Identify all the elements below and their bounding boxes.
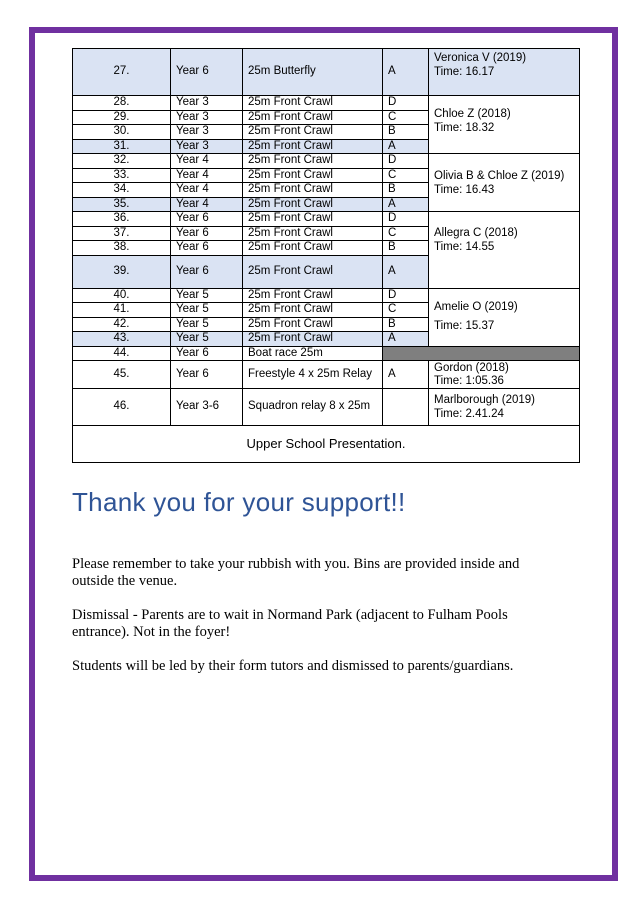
blocked-cell [383,346,580,361]
record-cell [429,96,580,154]
year-group: Year 5 [171,303,243,318]
year-group: Year 6 [171,226,243,241]
record-holder: Veronica V (2019) [434,52,527,64]
year-group: Year 6 [171,255,243,288]
event-number: 38. [73,241,171,256]
event-name: 25m Front Crawl [243,212,383,227]
event-name: 25m Front Crawl [243,154,383,169]
note-dismissal: Dismissal - Parents are to wait in Normand Park (adjacent to Fulham Pools entrance). Not in the foyer! [72,607,508,640]
year-group: Year 4 [171,183,243,198]
record-cell [429,361,580,389]
record-cell [429,389,580,426]
race-group: D [383,288,429,303]
year-group: Year 6 [171,49,243,96]
event-name: 25m Front Crawl [243,332,383,347]
presentation-note: Upper School Presentation. [73,426,580,463]
race-group [383,389,429,426]
event-name: 25m Front Crawl [243,226,383,241]
race-group: D [383,96,429,111]
event-number: 32. [73,154,171,169]
event-number: 36. [73,212,171,227]
year-group: Year 5 [171,332,243,347]
thank-you-heading: Thank you for your support!! [72,487,406,517]
year-group: Year 6 [171,241,243,256]
race-group: D [383,212,429,227]
record-cell [429,154,580,212]
event-number: 30. [73,125,171,140]
table-row [73,212,580,227]
event-number: 29. [73,110,171,125]
event-name: 25m Front Crawl [243,303,383,318]
table-row [73,154,580,169]
race-group: B [383,183,429,198]
table-row [73,346,580,361]
record-time: Time: 18.32 [434,122,495,134]
record-holder: Amelie O (2019) [434,301,518,313]
year-group: Year 4 [171,197,243,212]
event-name: 25m Front Crawl [243,139,383,154]
year-group: Year 5 [171,288,243,303]
race-group: A [383,361,429,389]
event-name: Boat race 25m [243,346,383,361]
year-group: Year 3 [171,139,243,154]
record-cell [429,288,580,346]
race-group: D [383,154,429,169]
record-holder: Olivia B & Chloe Z (2019) [434,169,565,182]
year-group: Year 6 [171,212,243,227]
event-name: 25m Butterfly [243,49,383,96]
event-number: 44. [73,346,171,361]
race-group: C [383,168,429,183]
record-time: Time: 2.41.24 [434,408,504,420]
record-cell [429,49,580,96]
event-number: 33. [73,168,171,183]
race-group: C [383,226,429,241]
note-students: Students will be led by their form tutors and dismissed to parents/guardians. [72,658,514,674]
table-row [73,96,580,111]
event-number: 27. [73,49,171,96]
record-holder: Gordon (2018) [434,362,509,374]
year-group: Year 3 [171,110,243,125]
event-number: 42. [73,317,171,332]
event-number: 28. [73,96,171,111]
event-number: 37. [73,226,171,241]
record-holder: Chloe Z (2018) [434,108,511,120]
race-group: B [383,317,429,332]
table-row [73,426,580,463]
race-group: A [383,332,429,347]
race-group: A [383,139,429,154]
event-name: 25m Front Crawl [243,110,383,125]
event-number: 46. [73,389,171,426]
year-group: Year 3 [171,96,243,111]
year-group: Year 6 [171,346,243,361]
record-time: Time: 16.17 [434,66,495,78]
event-number: 39. [73,255,171,288]
year-group: Year 5 [171,317,243,332]
event-name: 25m Front Crawl [243,241,383,256]
table-row [73,49,580,96]
record-time: Time: 15.37 [434,320,495,332]
race-group: B [383,241,429,256]
record-holder: Allegra C (2018) [434,227,518,239]
record-time: Time: 16.43 [434,183,495,196]
event-number: 31. [73,139,171,154]
race-group: A [383,255,429,288]
event-name: 25m Front Crawl [243,317,383,332]
record-time: Time: 1:05.36 [434,374,504,387]
year-group: Year 4 [171,154,243,169]
event-number: 35. [73,197,171,212]
year-group: Year 6 [171,361,243,389]
event-name: 25m Front Crawl [243,125,383,140]
record-time: Time: 14.55 [434,241,495,253]
swimming-events-table [72,48,580,463]
year-group: Year 4 [171,168,243,183]
event-name: Squadron relay 8 x 25m [243,389,383,426]
event-name: 25m Front Crawl [243,197,383,212]
race-group: C [383,303,429,318]
event-name: 25m Front Crawl [243,96,383,111]
event-number: 40. [73,288,171,303]
event-name: 25m Front Crawl [243,168,383,183]
event-number: 34. [73,183,171,198]
year-group: Year 3 [171,125,243,140]
event-name: 25m Front Crawl [243,183,383,198]
record-holder: Marlborough (2019) [434,394,536,406]
event-number: 41. [73,303,171,318]
record-cell [429,212,580,289]
race-group: B [383,125,429,140]
race-group: A [383,197,429,212]
table-row [73,288,580,303]
year-group: Year 3-6 [171,389,243,426]
note-rubbish: Please remember to take your rubbish with you. Bins are provided inside and outside the venue. [72,556,520,589]
event-number: 45. [73,361,171,389]
event-name: 25m Front Crawl [243,288,383,303]
race-group: C [383,110,429,125]
notes-section [72,556,552,692]
race-group: A [383,49,429,96]
event-name: 25m Front Crawl [243,255,383,288]
event-name: Freestyle 4 x 25m Relay [243,361,383,389]
table-row [73,361,580,389]
table-row [73,389,580,426]
event-number: 43. [73,332,171,347]
